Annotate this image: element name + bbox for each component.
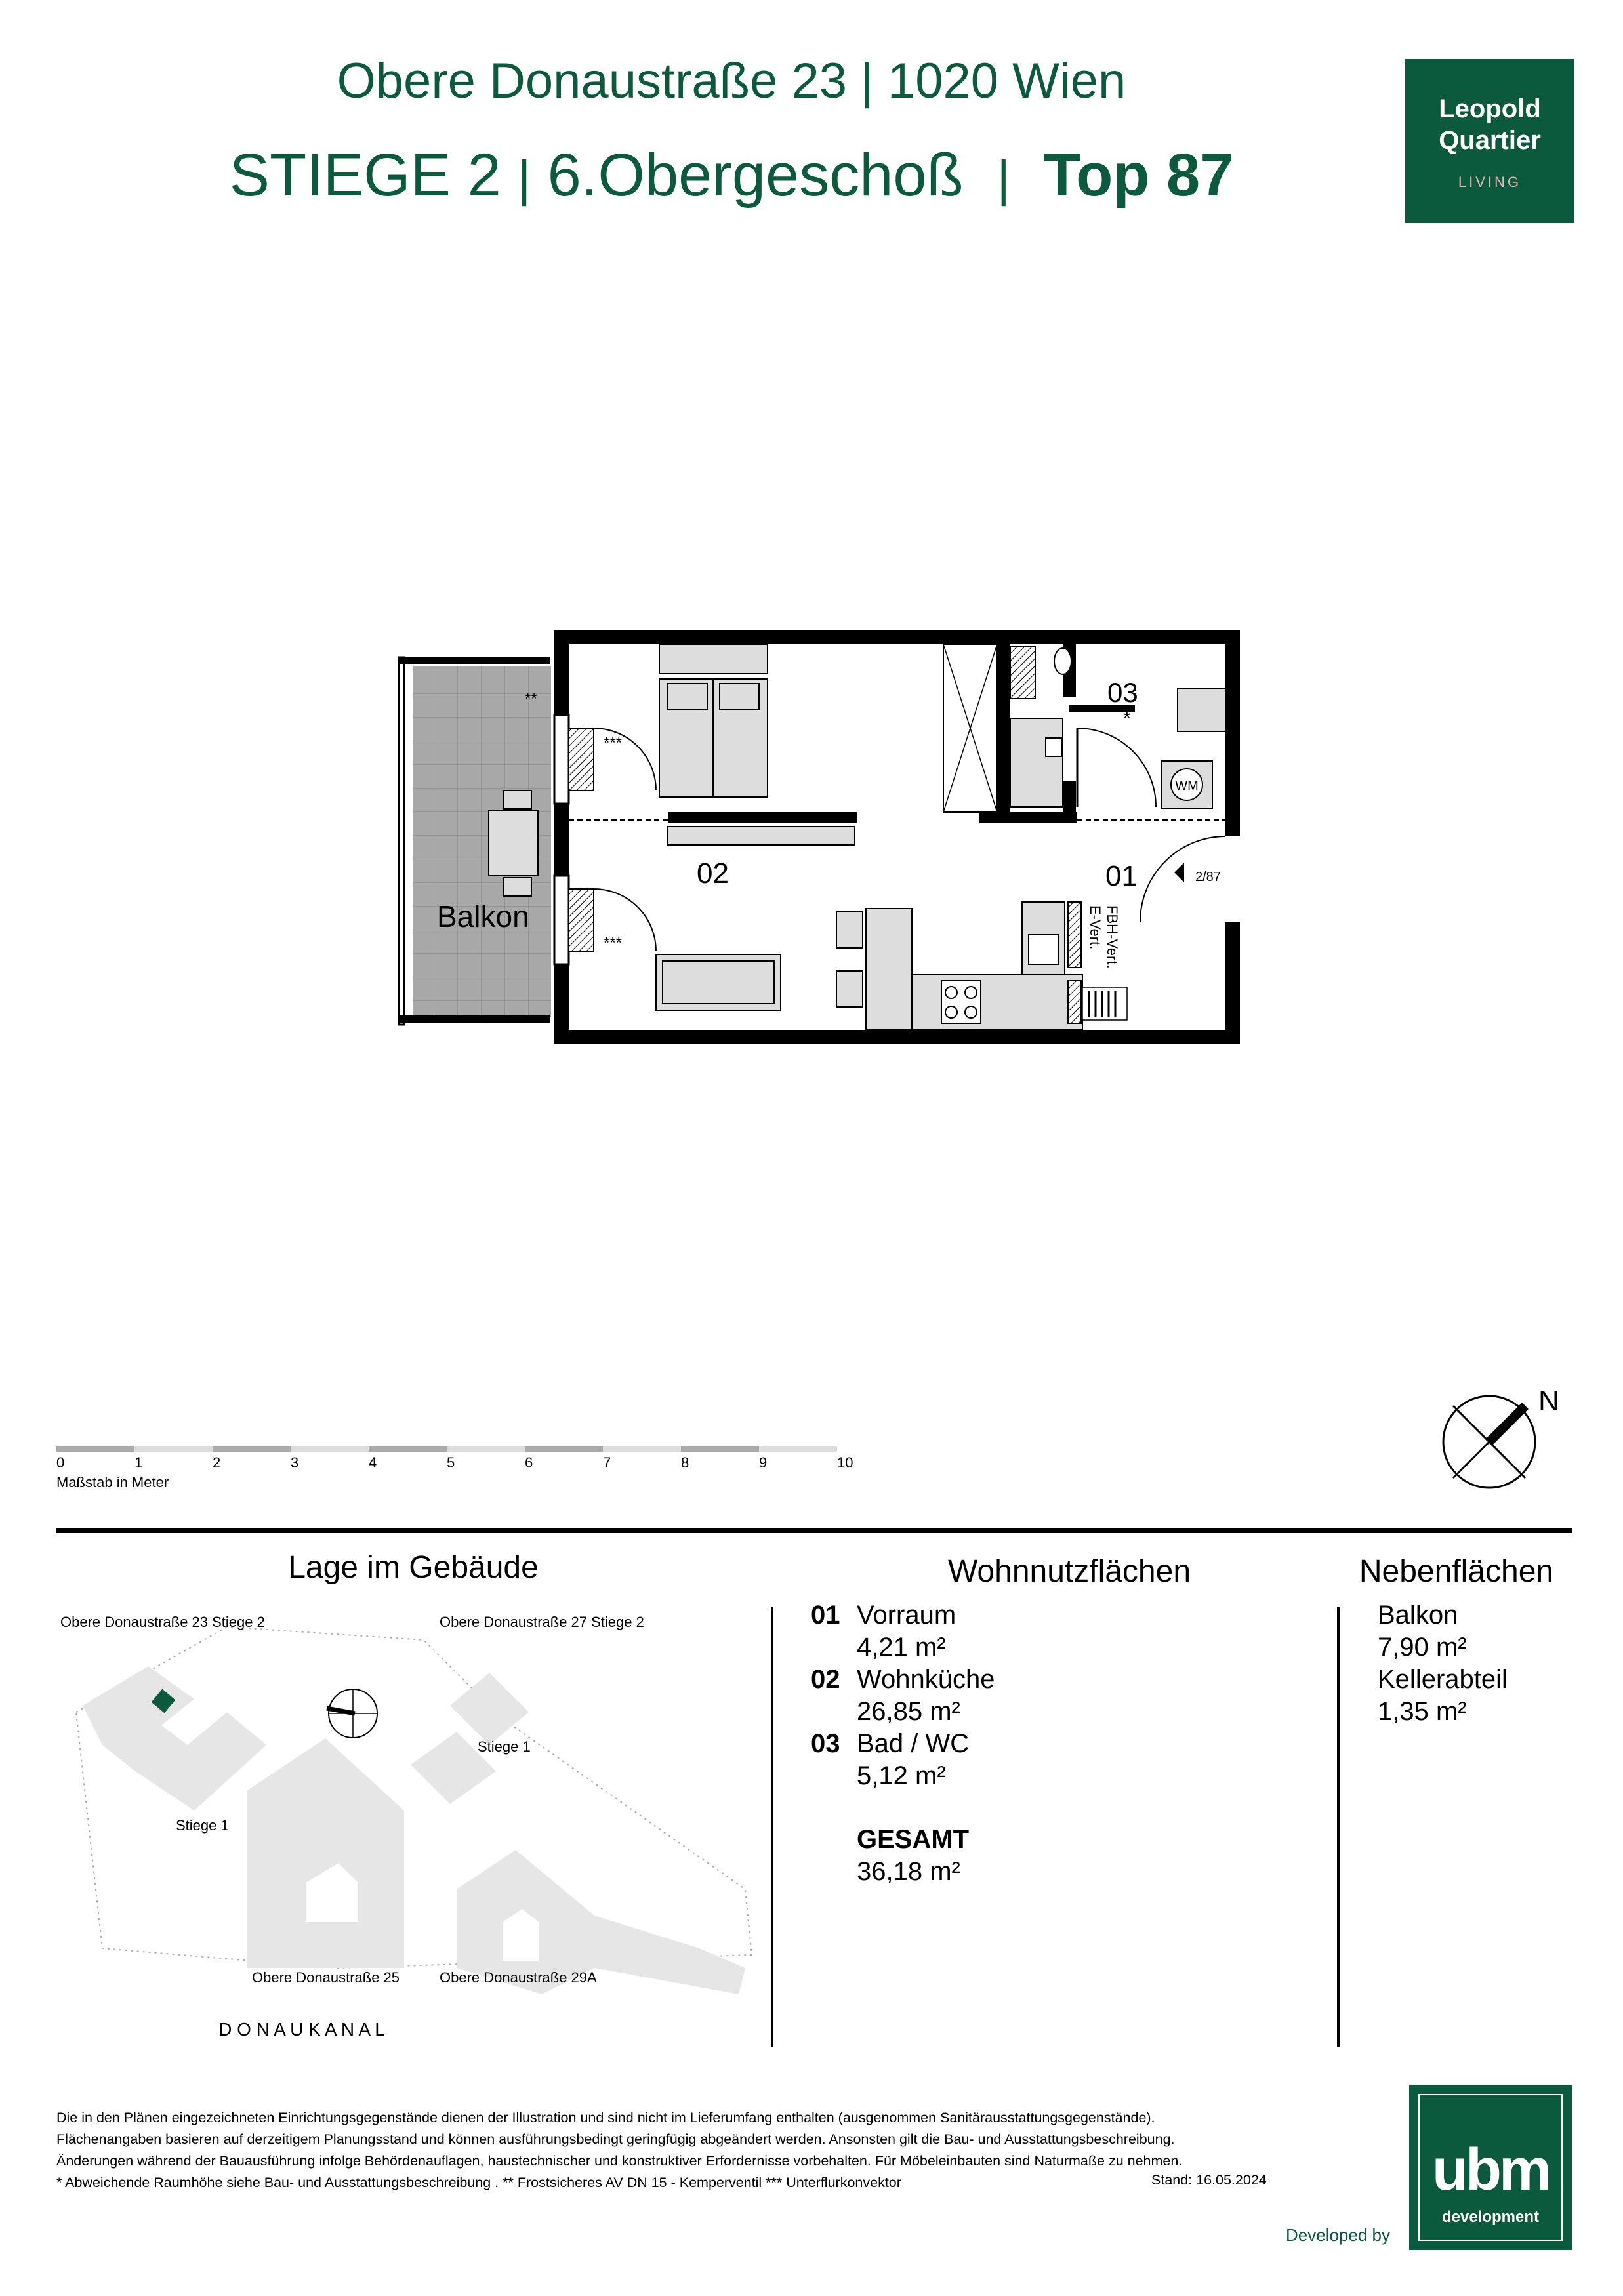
north-arrow xyxy=(1437,1384,1574,1489)
room-label-balkon: Balkon xyxy=(437,899,529,933)
top-label: Top 87 xyxy=(1043,142,1234,209)
scale-label: Maßstab in Meter xyxy=(56,1474,169,1490)
site-label: Obere Donaustraße 23 Stiege 2 xyxy=(60,1614,265,1630)
column-divider xyxy=(771,1607,773,2047)
fbh-vert-label: FBH-Vert. xyxy=(1104,905,1120,969)
site-label: Stiege 1 xyxy=(176,1817,229,1834)
room-area: 4,21 m² xyxy=(857,1633,946,1662)
e-vert-label: E-Vert. xyxy=(1087,905,1103,950)
scale-tick-label: 7 xyxy=(603,1454,611,1471)
room-area: 1,35 m² xyxy=(1378,1697,1467,1726)
room-label-03: 03 xyxy=(1107,677,1138,708)
secondary-area-list xyxy=(1378,1599,1508,1728)
wm-label: WM xyxy=(1175,779,1199,793)
scale-tick-label: 1 xyxy=(134,1454,143,1471)
leopold-quartier-logo xyxy=(1405,59,1574,223)
room-label-02: 02 xyxy=(697,857,729,890)
list-item: 02 Wohnküche xyxy=(811,1665,995,1694)
room-name: Wohnküche xyxy=(857,1665,995,1694)
title-separator: | xyxy=(996,151,1010,207)
lage-heading: Lage im Gebäude xyxy=(288,1550,539,1585)
scale-tick-label: 0 xyxy=(56,1454,65,1471)
convector-mark: *** xyxy=(604,934,623,952)
convector-mark: *** xyxy=(604,734,623,752)
room-area: 26,85 m² xyxy=(857,1697,960,1726)
ubm-wordmark: ubm xyxy=(1432,2137,1549,2203)
scale-bar xyxy=(56,1440,853,1492)
north-label: N xyxy=(1538,1385,1559,1417)
frost-valve-mark: ** xyxy=(525,690,537,708)
site-label: Obere Donaustraße 29A xyxy=(440,1969,597,1986)
list-item: 01 Vorraum xyxy=(811,1601,956,1630)
site-label: Stiege 1 xyxy=(478,1738,531,1755)
list-item: Balkon xyxy=(1378,1601,1458,1630)
room-area: 5,12 m² xyxy=(857,1761,946,1790)
logo-line-1: Leopold xyxy=(1439,94,1541,123)
stand-date: Stand: 16.05.2024 xyxy=(1151,2172,1267,2188)
neben-heading: Nebenflächen xyxy=(1359,1554,1554,1589)
list-item: 03 Bad / WC xyxy=(811,1729,970,1758)
donaukanal-label: D O N A U K A N A L xyxy=(218,2019,385,2040)
scale-tick-label: 3 xyxy=(291,1454,299,1471)
list-item: Kellerabteil xyxy=(1378,1665,1508,1694)
sink xyxy=(1178,689,1225,731)
developed-by-label: Developed by xyxy=(1286,2225,1390,2245)
logo-line-3: LIVING xyxy=(1458,174,1522,190)
room-name: Vorraum xyxy=(857,1601,956,1630)
section-divider xyxy=(56,1528,1572,1533)
scale-tick-label: 8 xyxy=(681,1454,689,1471)
logo-line-2: Quartier xyxy=(1439,126,1541,155)
address-title: Obere Donaustraße 23 | 1020 Wien xyxy=(337,53,1126,109)
stiege-label: STIEGE 2 xyxy=(229,142,501,209)
total-label: GESAMT xyxy=(857,1825,970,1854)
disclaimer: Die in den Plänen eingezeichneten Einrichtungsgegenstände dienen der Illustration und sind nicht im Lieferumfang enthalten (ausgenommen Sanitärausstattungsgegenstände). Flächenangaben basieren auf derzeitigem Planungsstand und können ausführungsbedingt geringfügig abgeändert werden. Ansonsten gilt die Bau- und Ausstattungsbeschreibung. Änderungen während der Bauausführung infolge Behördenauflagen, haustechnischer und konstruktiver Erfordernisse vorbehalten. Für Möbeleinbauten sind Naturmaße zu nehmen. * Abweichende Raumhöhe siehe Bau- und Ausstattungsbeschreibung . ** Frostsicheres AV DN 15 - Kemperventil *** Unterflurkonvektor xyxy=(56,2110,1183,2190)
door-number: 2/87 xyxy=(1195,870,1221,884)
column-divider xyxy=(1337,1607,1340,2047)
unit-title xyxy=(0,141,1463,210)
toilet xyxy=(1054,648,1071,674)
floor-plan xyxy=(387,623,1246,1063)
scale-tick-label: 2 xyxy=(213,1454,221,1471)
room-area: 7,90 m² xyxy=(1378,1633,1467,1662)
room-label-01: 01 xyxy=(1105,860,1138,892)
title-separator: | xyxy=(518,151,531,207)
room-name: Bad / WC xyxy=(857,1729,970,1758)
site-label: Obere Donaustraße 27 Stiege 2 xyxy=(440,1614,644,1630)
kitchen-counter xyxy=(912,974,1082,1030)
scale-tick-label: 4 xyxy=(369,1454,377,1471)
scale-tick-label: 10 xyxy=(837,1454,853,1471)
shower xyxy=(1010,718,1063,807)
total-area: 36,18 m² xyxy=(857,1857,960,1886)
site-plan xyxy=(56,1601,765,2047)
ceiling-height-mark: * xyxy=(1123,708,1131,729)
wohn-heading: Wohnnutzflächen xyxy=(947,1554,1191,1589)
scale-tick-label: 9 xyxy=(759,1454,768,1471)
ubm-sub: development xyxy=(1441,2208,1540,2226)
living-area-list xyxy=(811,1599,995,1888)
scale-tick-label: 5 xyxy=(447,1454,455,1471)
floor-label: 6.Obergeschoß xyxy=(547,142,964,209)
ubm-logo xyxy=(1409,2085,1572,2250)
site-label: Obere Donaustraße 25 xyxy=(252,1969,400,1986)
scale-tick-label: 6 xyxy=(525,1454,533,1471)
dining-table xyxy=(866,909,912,1030)
